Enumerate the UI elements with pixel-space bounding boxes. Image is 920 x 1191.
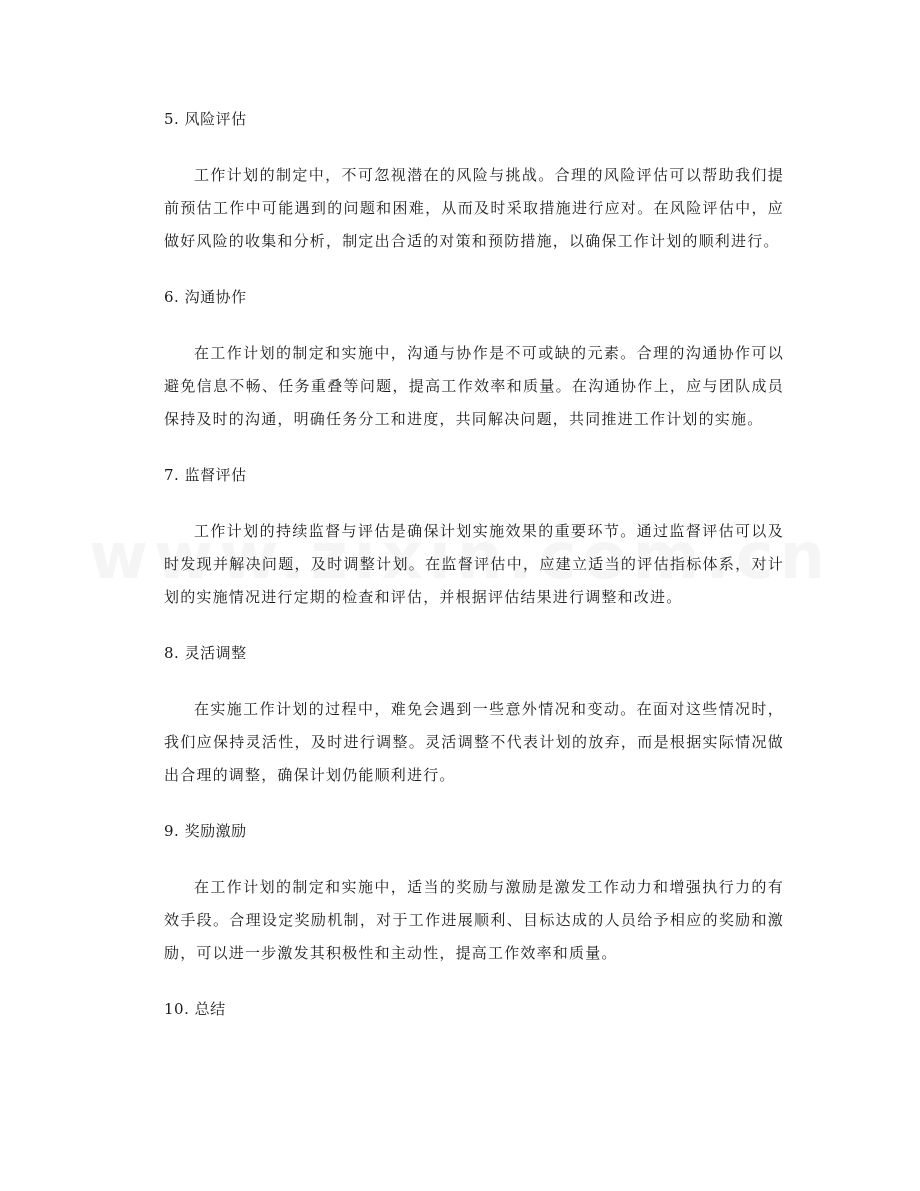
section-summary [164,993,784,1026]
section-paragraph: 工作计划的持续监督与评估是确保计划实施效果的重要环节。通过监督评估可以及时发现并解决问题，及时调整计划。在监督评估中，应建立适当的评估指标体系，对计划的实施情况进行定期的检查和评估，并根据评估结果进行调整和改进。 [164,522,784,606]
section-rewards [164,815,784,970]
document-content [164,103,784,1049]
section-communication [164,281,784,436]
section-heading: 6. 沟通协作 [164,288,247,306]
section-heading: 8. 灵活调整 [164,644,247,662]
section-heading: 7. 监督评估 [164,466,247,484]
section-flexible-adjustment [164,637,784,792]
section-paragraph: 在实施工作计划的过程中，难免会遇到一些意外情况和变动。在面对这些情况时，我们应保持灵活性，及时进行调整。灵活调整不代表计划的放弃，而是根据实际情况做出合理的调整，确保计划仍能顺利进行。 [164,700,784,784]
section-heading: 10. 总结 [164,1000,226,1018]
section-supervision [164,459,784,614]
section-paragraph: 工作计划的制定中，不可忽视潜在的风险与挑战。合理的风险评估可以帮助我们提前预估工作中可能遇到的问题和困难，从而及时采取措施进行应对。在风险评估中，应做好风险的收集和分析，制定出合适的对策和预防措施，以确保工作计划的顺利进行。 [164,166,784,250]
section-risk-assessment [164,103,784,258]
section-heading: 5. 风险评估 [164,110,247,128]
section-paragraph: 在工作计划的制定和实施中，沟通与协作是不可或缺的元素。合理的沟通协作可以避免信息不畅、任务重叠等问题，提高工作效率和质量。在沟通协作上，应与团队成员保持及时的沟通，明确任务分工和进度，共同解决问题，共同推进工作计划的实施。 [164,344,784,428]
section-heading: 9. 奖励激励 [164,822,247,840]
section-paragraph: 在工作计划的制定和实施中，适当的奖励与激励是激发工作动力和增强执行力的有效手段。合理设定奖励机制，对于工作进展顺利、目标达成的人员给予相应的奖励和激励，可以进一步激发其积极性和主动性，提高工作效率和质量。 [164,878,784,962]
